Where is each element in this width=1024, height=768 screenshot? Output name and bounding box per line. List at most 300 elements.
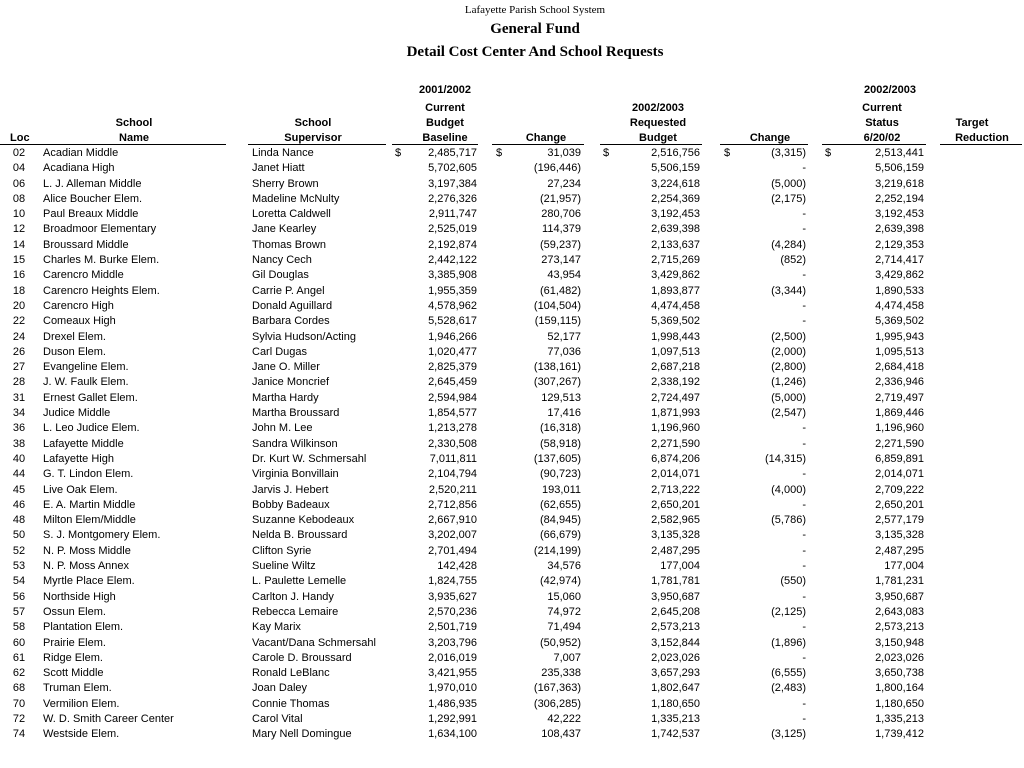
school-name-cell: J. W. Faulk Elem.: [43, 376, 129, 389]
requested-header-line2: Requested: [629, 117, 687, 129]
current-status-cell: 2,709,222: [875, 483, 924, 496]
requested-cell: 5,369,502: [651, 315, 700, 328]
loc-cell: 44: [12, 468, 26, 481]
school-name-cell: Lafayette Middle: [43, 437, 124, 450]
loc-cell: 31: [12, 391, 26, 404]
baseline-cell: 1,213,278: [428, 422, 477, 435]
baseline-cell: 1,634,100: [428, 728, 477, 741]
change-cell: (21,957): [540, 192, 581, 205]
baseline-cell: 2,520,211: [428, 483, 477, 496]
requested-cell: 2,133,637: [651, 238, 700, 251]
school-name-cell: Broussard Middle: [43, 238, 129, 251]
supervisor-cell: Connie Thomas: [252, 697, 330, 710]
school-name-header-line2: Name: [119, 132, 149, 144]
status-header-line1: Current: [862, 102, 902, 114]
school-name-cell: Drexel Elem.: [43, 330, 106, 343]
supervisor-header-line1: School: [294, 117, 332, 129]
change-cell: (307,267): [533, 376, 581, 389]
report-title: General Fund: [490, 21, 580, 37]
change-cell: 52,177: [547, 330, 581, 343]
table-row: [0, 375, 1024, 390]
supervisor-cell: Loretta Caldwell: [252, 208, 331, 221]
loc-cell: 74: [12, 728, 26, 741]
school-name-cell: Broadmoor Elementary: [43, 223, 157, 236]
change-cell: 42,222: [547, 712, 581, 725]
requested-cell: 2,516,756: [651, 147, 700, 159]
baseline-cell: 2,594,984: [428, 391, 477, 404]
table-row: [0, 559, 1024, 574]
header-rule-requested: [600, 144, 702, 145]
supervisor-cell: Clifton Syrie: [252, 544, 312, 557]
table-row: [0, 330, 1024, 345]
status-change-cell: (852): [780, 254, 806, 267]
status-header-line2: Status: [865, 117, 899, 129]
school-name-cell: N. P. Moss Annex: [43, 560, 130, 573]
requested-cell: 5,506,159: [651, 162, 700, 175]
supervisor-cell: Sandra Wilkinson: [252, 437, 338, 450]
supervisor-cell: Sueline Wiltz: [252, 560, 316, 573]
loc-cell: 46: [12, 498, 26, 511]
school-name-cell: Charles M. Burke Elem.: [43, 254, 160, 267]
supervisor-cell: Jane Kearley: [252, 223, 317, 236]
header-rule-supervisor: [248, 144, 386, 145]
current-status-cell: 1,196,960: [875, 422, 924, 435]
change-cell: 280,706: [541, 208, 581, 221]
status-change-cell: (2,500): [771, 330, 806, 343]
school-name-cell: Prairie Elem.: [43, 636, 106, 649]
loc-cell: 08: [12, 192, 26, 205]
current-status-cell: 2,023,026: [875, 651, 924, 664]
status-change-cell: -: [802, 712, 806, 725]
header-rule-change1: [492, 144, 584, 145]
baseline-cell: 4,578,962: [428, 299, 477, 312]
change-cell: (59,237): [540, 238, 581, 251]
requested-cell: 2,582,965: [651, 514, 700, 527]
dollar-sign: $: [496, 147, 503, 159]
supervisor-cell: Ronald LeBlanc: [252, 667, 330, 680]
baseline-cell: 2,911,747: [428, 208, 477, 221]
status-change-cell: -: [802, 590, 806, 603]
school-name-cell: Scott Middle: [43, 667, 104, 680]
status-change-cell: -: [802, 498, 806, 511]
loc-cell: 24: [12, 330, 26, 343]
requested-cell: 1,180,650: [651, 697, 700, 710]
requested-cell: 2,645,208: [651, 605, 700, 618]
change-cell: (58,918): [540, 437, 581, 450]
loc-cell: 52: [12, 544, 26, 557]
supervisor-cell: L. Paulette Lemelle: [252, 575, 347, 588]
requested-cell: 2,724,497: [651, 391, 700, 404]
supervisor-cell: Gil Douglas: [252, 269, 309, 282]
supervisor-header-line2: Supervisor: [284, 132, 342, 144]
table-row: [0, 268, 1024, 283]
change-cell: 77,036: [547, 345, 581, 358]
status-change-cell: -: [802, 223, 806, 236]
status-change-cell: (14,315): [765, 452, 806, 465]
supervisor-cell: Bobby Badeaux: [252, 498, 330, 511]
current-status-cell: 2,573,213: [875, 621, 924, 634]
supervisor-cell: Jarvis J. Hebert: [252, 483, 329, 496]
table-row: [0, 314, 1024, 329]
status-change-cell: -: [802, 697, 806, 710]
requested-cell: 1,893,877: [651, 284, 700, 297]
change-cell: 129,513: [541, 391, 581, 404]
table-row: [0, 161, 1024, 176]
status-change-cell: -: [802, 529, 806, 542]
current-status-cell: 2,252,194: [875, 192, 924, 205]
table-row: [0, 238, 1024, 253]
loc-cell: 48: [12, 514, 26, 527]
supervisor-cell: Linda Nance: [252, 147, 314, 159]
table-row: [0, 681, 1024, 696]
change2-header: Change: [749, 132, 791, 144]
baseline-cell: 1,292,991: [428, 712, 477, 725]
loc-cell: 14: [12, 238, 26, 251]
header-rule-status: [822, 144, 926, 145]
school-name-cell: W. D. Smith Career Center: [43, 712, 174, 725]
baseline-cell: 2,330,508: [428, 437, 477, 450]
requested-cell: 1,802,647: [651, 682, 700, 695]
supervisor-cell: Nancy Cech: [252, 254, 312, 267]
current-status-cell: 1,180,650: [875, 697, 924, 710]
table-row: [0, 697, 1024, 712]
baseline-cell: 1,946,266: [428, 330, 477, 343]
school-name-cell: Myrtle Place Elem.: [43, 575, 135, 588]
status-change-cell: -: [802, 468, 806, 481]
status-change-cell: (2,175): [771, 192, 806, 205]
baseline-cell: 1,486,935: [428, 697, 477, 710]
baseline-header-line1: Current: [425, 102, 465, 114]
baseline-cell: 3,197,384: [428, 177, 477, 190]
baseline-cell: 2,525,019: [428, 223, 477, 236]
target-header-line2: Reduction: [955, 132, 1009, 144]
status-header-line3: 6/20/02: [863, 132, 901, 144]
table-row: [0, 605, 1024, 620]
school-name-cell: Carencro High: [43, 299, 114, 312]
table-row: [0, 727, 1024, 742]
school-name-cell: Duson Elem.: [43, 345, 106, 358]
status-change-cell: -: [802, 208, 806, 221]
current-status-cell: 2,639,398: [875, 223, 924, 236]
supervisor-cell: Carol Vital: [252, 712, 303, 725]
table-row: [0, 177, 1024, 192]
table-row: [0, 222, 1024, 237]
table-row: [0, 284, 1024, 299]
loc-cell: 56: [12, 590, 26, 603]
baseline-cell: 1,955,359: [428, 284, 477, 297]
loc-cell: 16: [12, 269, 26, 282]
baseline-cell: 2,701,494: [428, 544, 477, 557]
status-change-cell: (2,547): [771, 407, 806, 420]
header-rule-baseline: [392, 144, 478, 145]
status-change-cell: (2,800): [771, 361, 806, 374]
current-status-cell: 6,859,891: [875, 452, 924, 465]
requested-cell: 2,650,201: [651, 498, 700, 511]
loc-cell: 36: [12, 422, 26, 435]
supervisor-cell: Janice Moncrief: [252, 376, 330, 389]
status-change-cell: -: [802, 422, 806, 435]
school-name-cell: Ernest Gallet Elem.: [43, 391, 138, 404]
change-cell: (159,115): [534, 315, 581, 328]
loc-cell: 68: [12, 682, 26, 695]
supervisor-cell: Donald Aguillard: [252, 299, 333, 312]
supervisor-cell: Suzanne Kebodeaux: [252, 514, 355, 527]
supervisor-cell: Madeline McNulty: [252, 192, 340, 205]
requested-cell: 1,196,960: [651, 422, 700, 435]
current-status-cell: 3,650,738: [875, 667, 924, 680]
school-name-cell: Live Oak Elem.: [43, 483, 118, 496]
requested-cell: 2,713,222: [651, 483, 700, 496]
table-row: [0, 574, 1024, 589]
supervisor-cell: Thomas Brown: [252, 238, 326, 251]
supervisor-cell: Vacant/Dana Schmersahl: [252, 636, 376, 649]
baseline-cell: 142,428: [437, 560, 477, 573]
budget-table-body: [0, 146, 1024, 743]
baseline-header-line2: Budget: [426, 117, 464, 129]
baseline-cell: 2,276,326: [428, 192, 477, 205]
table-row: [0, 620, 1024, 635]
school-name-cell: L. Leo Judice Elem.: [43, 422, 140, 435]
baseline-cell: 2,485,717: [428, 147, 477, 159]
change-cell: 235,338: [541, 667, 581, 680]
table-row: [0, 406, 1024, 421]
school-name-header-line1: School: [115, 117, 153, 129]
change-cell: (306,285): [533, 697, 581, 710]
table-row: [0, 207, 1024, 222]
supervisor-cell: Virginia Bonvillain: [252, 468, 339, 481]
change-cell: (196,446): [533, 162, 581, 175]
requested-cell: 6,874,206: [651, 452, 700, 465]
requested-cell: 1,998,443: [651, 330, 700, 343]
baseline-cell: 1,020,477: [428, 345, 477, 358]
baseline-cell: 5,528,617: [428, 315, 477, 328]
status-change-cell: -: [802, 544, 806, 557]
header-rule-change2: [720, 144, 808, 145]
change-cell: 108,437: [541, 728, 581, 741]
table-row: [0, 299, 1024, 314]
loc-cell: 38: [12, 437, 26, 450]
current-status-cell: 1,995,943: [875, 330, 924, 343]
loc-cell: 50: [12, 529, 26, 542]
status-change-cell: -: [802, 560, 806, 573]
organization-name: Lafayette Parish School System: [464, 4, 606, 16]
baseline-header-line3: Baseline: [422, 132, 468, 144]
baseline-cell: 3,421,955: [428, 667, 477, 680]
supervisor-cell: Kay Marix: [252, 621, 301, 634]
status-change-cell: (2,483): [771, 682, 806, 695]
table-row: [0, 345, 1024, 360]
school-name-cell: Judice Middle: [43, 407, 111, 420]
table-row: [0, 421, 1024, 436]
change-cell: (167,363): [533, 682, 581, 695]
requested-cell: 2,639,398: [651, 223, 700, 236]
school-name-cell: Carencro Heights Elem.: [43, 284, 160, 297]
target-header-line1: Target: [955, 117, 989, 129]
baseline-cell: 2,501,719: [428, 621, 477, 634]
loc-cell: 34: [12, 407, 26, 420]
change-cell: (62,655): [540, 498, 581, 511]
baseline-cell: 1,970,010: [428, 682, 477, 695]
school-name-cell: N. P. Moss Middle: [43, 544, 131, 557]
requested-cell: 1,335,213: [651, 712, 700, 725]
table-row: [0, 636, 1024, 651]
loc-cell: 62: [12, 667, 26, 680]
current-status-cell: 3,429,862: [875, 269, 924, 282]
baseline-cell: 5,702,605: [428, 162, 477, 175]
change-cell: (137,605): [533, 452, 581, 465]
status-change-cell: -: [802, 651, 806, 664]
loc-cell: 06: [12, 177, 26, 190]
table-row: [0, 467, 1024, 482]
requested-cell: 1,742,537: [651, 728, 700, 741]
requested-cell: 2,271,590: [651, 437, 700, 450]
status-change-cell: (3,125): [771, 728, 806, 741]
current-status-cell: 2,643,083: [875, 605, 924, 618]
status-change-cell: (1,246): [771, 376, 806, 389]
status-change-cell: (3,344): [771, 284, 806, 297]
status-change-cell: (4,000): [771, 483, 806, 496]
change-cell: (50,952): [540, 636, 581, 649]
loc-cell: 22: [12, 315, 26, 328]
current-status-cell: 2,714,417: [875, 254, 924, 267]
requested-cell: 4,474,458: [651, 299, 700, 312]
supervisor-cell: Carole D. Broussard: [252, 651, 352, 664]
requested-cell: 2,573,213: [651, 621, 700, 634]
change-cell: 27,234: [547, 177, 581, 190]
loc-cell: 70: [12, 697, 26, 710]
change-cell: (84,945): [540, 514, 581, 527]
current-status-cell: 3,950,687: [875, 590, 924, 603]
loc-cell: 26: [12, 345, 26, 358]
dollar-sign: $: [603, 147, 610, 159]
change-cell: 114,379: [542, 223, 581, 236]
status-change-cell: -: [802, 621, 806, 634]
change-cell: 17,416: [547, 407, 581, 420]
requested-cell: 2,254,369: [651, 192, 700, 205]
year2-header: 2002/2003: [864, 84, 916, 96]
change-cell: 15,060: [547, 590, 581, 603]
current-status-cell: 5,369,502: [875, 315, 924, 328]
baseline-cell: 3,203,796: [428, 636, 477, 649]
baseline-cell: 2,192,874: [428, 238, 477, 251]
baseline-cell: 2,104,794: [428, 468, 477, 481]
baseline-cell: 2,570,236: [428, 605, 477, 618]
table-row: [0, 513, 1024, 528]
school-name-cell: S. J. Montgomery Elem.: [43, 529, 161, 542]
header-rule-name: [0, 144, 226, 145]
change-cell: 34,576: [547, 560, 581, 573]
change-cell: (214,199): [533, 544, 581, 557]
change-cell: 74,972: [547, 605, 581, 618]
current-status-cell: 4,474,458: [875, 299, 924, 312]
status-change-cell: (6,555): [771, 667, 806, 680]
requested-cell: 177,004: [660, 560, 700, 573]
school-name-cell: Plantation Elem.: [43, 621, 124, 634]
supervisor-cell: Martha Broussard: [252, 407, 340, 420]
loc-cell: 04: [12, 162, 26, 175]
school-name-cell: Evangeline Elem.: [43, 361, 129, 374]
requested-cell: 3,950,687: [651, 590, 700, 603]
dollar-sign: $: [825, 147, 832, 159]
current-status-cell: 2,577,179: [875, 514, 924, 527]
baseline-cell: 1,824,755: [428, 575, 477, 588]
table-row: [0, 437, 1024, 452]
status-change-cell: -: [802, 162, 806, 175]
status-change-cell: -: [802, 315, 806, 328]
dollar-sign: $: [395, 147, 402, 159]
table-row: [0, 391, 1024, 406]
baseline-cell: 7,011,811: [429, 452, 477, 465]
school-name-cell: Lafayette High: [43, 452, 114, 465]
school-name-cell: Acadian Middle: [43, 147, 119, 159]
loc-cell: 61: [12, 651, 26, 664]
status-change-cell: (550): [780, 575, 806, 588]
supervisor-cell: Carl Dugas: [252, 345, 308, 358]
supervisor-cell: Carlton J. Handy: [252, 590, 334, 603]
status-change-cell: (5,000): [771, 391, 806, 404]
supervisor-cell: Jane O. Miller: [252, 361, 320, 374]
requested-cell: 3,135,328: [651, 529, 700, 542]
loc-cell: 72: [12, 712, 26, 725]
loc-cell: 15: [12, 254, 26, 267]
school-name-cell: Vermilion Elem.: [43, 697, 120, 710]
table-row: [0, 528, 1024, 543]
table-row: [0, 590, 1024, 605]
report-subtitle: Detail Cost Center And School Requests: [406, 44, 664, 60]
table-row: [0, 146, 1024, 161]
baseline-cell: 3,202,007: [428, 529, 477, 542]
requested-cell: 2,338,192: [651, 376, 700, 389]
status-change-cell: (5,000): [771, 177, 806, 190]
current-status-cell: 1,335,213: [875, 712, 924, 725]
school-name-cell: Alice Boucher Elem.: [43, 192, 143, 205]
current-status-cell: 1,890,533: [875, 284, 924, 297]
current-status-cell: 2,336,946: [875, 376, 924, 389]
school-name-cell: Milton Elem/Middle: [43, 514, 136, 527]
status-change-cell: (2,125): [771, 605, 806, 618]
requested-cell: 3,429,862: [651, 269, 700, 282]
supervisor-cell: Nelda B. Broussard: [252, 529, 348, 542]
current-status-cell: 1,800,164: [875, 682, 924, 695]
school-name-cell: Acadiana High: [43, 162, 115, 175]
school-name-cell: Westside Elem.: [43, 728, 120, 741]
change-cell: (16,318): [540, 422, 581, 435]
current-status-cell: 2,719,497: [875, 391, 924, 404]
current-status-cell: 1,869,446: [875, 407, 924, 420]
change-cell: (104,504): [533, 299, 581, 312]
current-status-cell: 2,271,590: [875, 437, 924, 450]
loc-cell: 54: [12, 575, 26, 588]
table-row: [0, 192, 1024, 207]
header-rule-target: [940, 144, 1022, 145]
school-name-cell: Ossun Elem.: [43, 605, 106, 618]
table-row: [0, 452, 1024, 467]
requested-cell: 3,657,293: [651, 667, 700, 680]
table-row: [0, 483, 1024, 498]
requested-cell: 2,687,218: [651, 361, 700, 374]
supervisor-cell: John M. Lee: [252, 422, 313, 435]
status-change-cell: -: [802, 269, 806, 282]
status-change-cell: (1,896): [771, 636, 806, 649]
loc-cell: 40: [12, 452, 26, 465]
requested-cell: 3,192,453: [651, 208, 700, 221]
supervisor-cell: Sherry Brown: [252, 177, 319, 190]
current-status-cell: 1,781,231: [875, 575, 924, 588]
status-change-cell: (5,786): [771, 514, 806, 527]
baseline-cell: 3,935,627: [428, 590, 477, 603]
school-name-cell: Northside High: [43, 590, 116, 603]
requested-cell: 2,487,295: [651, 544, 700, 557]
